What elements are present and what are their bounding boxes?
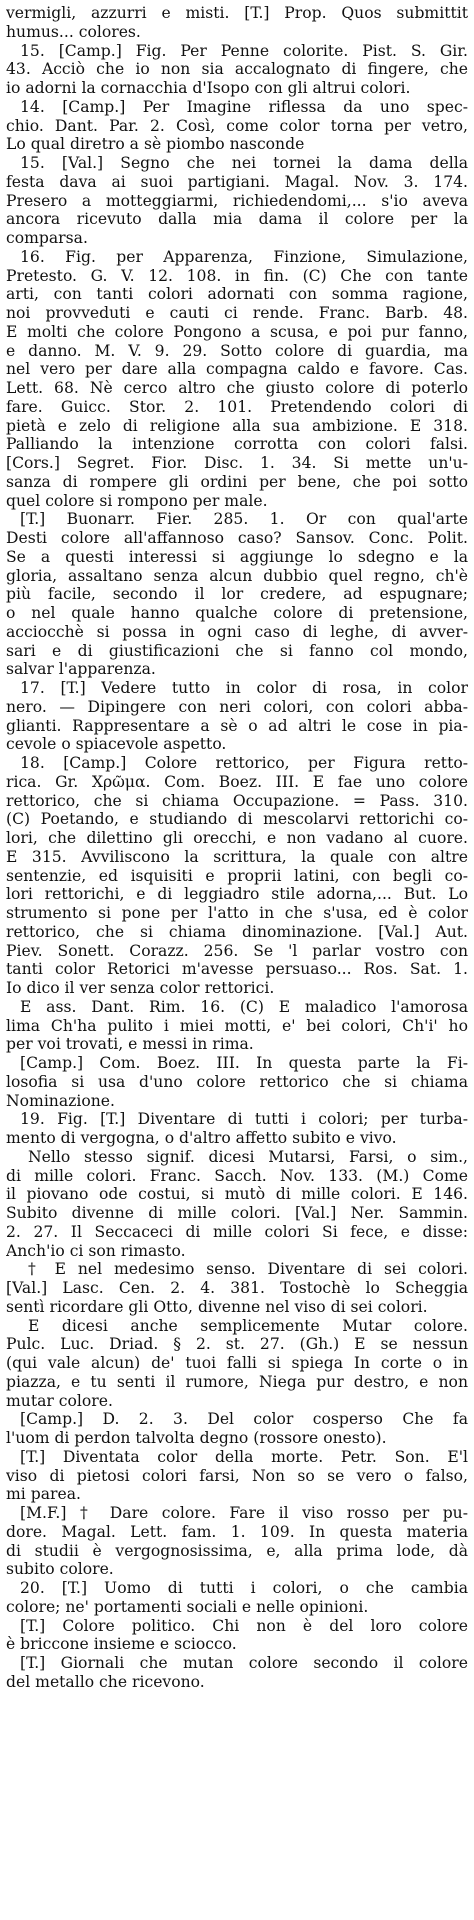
text-line: Nello stesso signif. dicesi Mutarsi, Farsi, o sim., xyxy=(28,1147,468,1166)
text-line: 15. [Val.] Segno che nei tornei la dama della xyxy=(20,154,468,172)
text-line: Presero a motteggiarmi, richiedendomi,... s'io aveva xyxy=(6,191,468,210)
text-line: il piovano ode costui, si mutò di mille colori. E 146. xyxy=(6,1185,468,1204)
text-line: Piev. Sonett. Corazz. 256. Se 'l parlar vostro con xyxy=(6,941,468,960)
text-line: nero. — Dipingere con neri colori, con colori abba- xyxy=(6,697,468,716)
text-line: ancora ricevuto dalla mia dama il colore per la xyxy=(6,210,468,229)
text-line: subito colore. xyxy=(6,1560,114,1579)
text-line: [T.] Giornali che mutan colore secondo il colore xyxy=(20,1654,468,1672)
text-line: acciocchè si possa in ogni caso di leghe, di avver- xyxy=(6,622,468,641)
text-line: † E nel medesimo senso. Diventare di sei colori. xyxy=(28,1260,468,1279)
text-line: E 315. Avviliscono la scrittura, la quale con altre xyxy=(6,847,468,866)
text-line: 16. Fig. per Apparenza, Finzione, Simulazione, xyxy=(20,247,468,266)
text-line: lima Ch'ha pulito i miei motti, e' bei colori, Ch'i' ho xyxy=(6,1016,468,1035)
text-line: glianti. Rappresentare a sè o ad altri le cose in pia- xyxy=(6,716,468,735)
text-line: mento di vergogna, o d'altro affetto subito e vivo. xyxy=(6,1129,397,1147)
text-line: (C) Poetando, e studiando di mescolarvi rettorichi co- xyxy=(6,810,468,829)
text-line: [M.F.] † Dare colore. Fare il viso rosso per pu- xyxy=(20,1504,468,1522)
text-line: salvar l'apparenza. xyxy=(6,660,156,679)
text-line: [T.] Diventata color della morte. Petr. Son. E'l xyxy=(20,1447,468,1466)
text-line: E ass. Dant. Rim. 16. (C) E maladico l'amorosa xyxy=(20,997,468,1016)
text-line: [Camp.] Com. Boez. III. In questa parte la Fi- xyxy=(20,1054,468,1072)
text-line: mutar colore. xyxy=(6,1391,113,1410)
text-line: [Cors.] Segret. Fior. Disc. 1. 34. Si mette un'u- xyxy=(6,454,468,472)
text-line: 17. [T.] Vedere tutto in color di rosa, in color xyxy=(20,679,468,697)
text-line: 15. [Camp.] Fig. Per Penne colorite. Pist. S. Gir. xyxy=(20,41,468,60)
text-line: e danno. M. V. 9. 29. Sotto colore di guardia, ma xyxy=(6,341,468,360)
text-line: Lo qual diretro a sè piombo nasconde xyxy=(6,135,305,154)
text-line: [Camp.] D. 2. 3. Del color cosperso Che fa xyxy=(20,1410,468,1429)
text-line: 2. 27. Il Seccaceci di mille colori Si fece, e disse: xyxy=(6,1222,468,1241)
text-line: E molti che colore Pongono a scusa, e poi pur fanno, xyxy=(6,322,468,341)
text-line: piazza, e tu senti il rumore, Niega pur destro, e non xyxy=(6,1372,468,1391)
text-line: dore. Magal. Lett. fam. 1. 109. In questa materia xyxy=(6,1522,468,1541)
text-line: Nominazione. xyxy=(6,1091,115,1110)
text-line: o nel quale hanno qualche colore di pretensione, xyxy=(6,604,468,622)
text-line: [T.] Buonarr. Fier. 285. 1. Or con qual'arte xyxy=(20,510,468,529)
text-line: di mille colori. Franc. Sacch. Nov. 133. (M.) Come xyxy=(6,1166,468,1185)
text-line: losofia si usa d'uno colore rettorico che si chiama xyxy=(6,1072,468,1091)
text-line: l'uom di perdon talvolta degno (rossore onesto). xyxy=(6,1429,387,1447)
text-line: io adorni la cornacchia d'Isopo con gli altrui colori. xyxy=(6,79,411,97)
text-line: rica. Gr. Χρῶμα. Com. Boez. III. E fae uno colore xyxy=(6,772,468,791)
text-line: noi provveduti e cauti ci rende. Franc. Barb. 48. xyxy=(6,304,468,322)
text-line: [T.] Colore politico. Chi non è del loro colore xyxy=(20,1616,468,1635)
text-line: chio. Dant. Par. 2. Così, come color torna per vetro, xyxy=(6,116,468,135)
text-line: Palliando la intenzione corrotta con colori falsi. xyxy=(6,435,468,454)
text-line: più facile, secondo il lor credere, ad espugnare; xyxy=(6,585,468,604)
text-line: rettorico, che si chiama Occupazione. = Pass. 310. xyxy=(6,791,468,810)
text-line: del metallo che ricevono. xyxy=(6,1672,205,1691)
text-line: (qui vale alcun) de' tuoi falli si spiega In corte o in xyxy=(6,1354,468,1372)
text-line: è briccone insieme e sciocco. xyxy=(6,1635,237,1654)
text-line: lori, che dilettino gli orecchi, e non vadano al cuore. xyxy=(6,829,468,847)
text-line: sari e di giustificazioni che si fanno col mondo, xyxy=(6,641,468,660)
text-line: Anch'io ci son rimasto. xyxy=(6,1241,186,1260)
text-line: comparsa. xyxy=(6,229,88,247)
text-line: humus... colores. xyxy=(6,22,141,41)
text-line: lori rettorichi, e di leggiadro stile adorna,... But. Lo xyxy=(6,885,468,904)
text-line: quel colore si rompono per male. xyxy=(6,491,268,510)
text-line: pietà e zelo di religione alla sua ambizione. E 318. xyxy=(6,416,468,435)
text-line: tanti color Retorici m'avesse persuaso... Ros. Sat. 1. xyxy=(6,960,468,979)
text-line: mi parea. xyxy=(6,1485,81,1504)
text-line: rettorico, che si chiama dinominazione. [Val.] Aut. xyxy=(6,922,468,941)
text-line: festa dava ai suoi partigiani. Magal. Nov. 3. 174. xyxy=(6,172,468,191)
text-line: arti, con tanti colori adornati con somma ragione, xyxy=(6,285,468,304)
text-line: nel vero per dare alla compagna caldo e favore. Cas. xyxy=(6,360,468,379)
text-line: vermigli, azzurri e misti. [T.] Prop. Quos submittit xyxy=(6,4,468,22)
text-line: colore; ne' portamenti sociali e nelle opinioni. xyxy=(6,1597,369,1616)
text-line: 20. [T.] Uomo di tutti i colori, o che cambia xyxy=(20,1579,468,1597)
text-line: Lett. 68. Nè cerco altro che giusto colore di poterlo xyxy=(6,379,468,397)
text-line: Io dico il ver senza color rettorici. xyxy=(6,979,275,997)
text-line: strumento si pone per l'atto in che s'usa, ed è color xyxy=(6,904,468,922)
text-line: Subito divenne di mille colori. [Val.] Ner. Sammin. xyxy=(6,1204,468,1222)
text-line: Pretesto. G. V. 12. 108. in fin. (C) Che con tante xyxy=(6,266,468,285)
text-line: cevole o spiacevole aspetto. xyxy=(6,735,227,754)
text-line: gloria, assaltano senza alcun dubbio quel regno, ch'è xyxy=(6,566,468,585)
text-line: 19. Fig. [T.] Diventare di tutti i colori; per turba- xyxy=(20,1110,468,1129)
text-line: 43. Acciò che io non sia accalognato di fingere, che xyxy=(6,60,468,79)
text-line: sentì ricordare gli Otto, divenne nel viso di sei colori. xyxy=(6,1297,428,1316)
text-line: Desti colore all'affannoso caso? Sansov. Conc. Polit. xyxy=(6,529,468,547)
text-line: Se a questi interessi si aggiunge lo sdegno e la xyxy=(6,547,468,566)
text-line: 14. [Camp.] Per Imagine riflessa da uno spec- xyxy=(20,97,468,116)
text-line: fare. Guicc. Stor. 2. 101. Pretendendo colori di xyxy=(6,397,468,416)
text-line: [Val.] Lasc. Cen. 2. 4. 381. Tostochè lo Scheggia xyxy=(6,1279,468,1297)
text-line: sentenzie, ed isquisiti e proprii latini, con begli co- xyxy=(6,866,468,885)
text-line: Pulc. Luc. Driad. § 2. st. 27. (Gh.) E se nessun xyxy=(6,1335,468,1354)
text-line: per voi trovati, e messi in rima. xyxy=(6,1035,254,1054)
text-line: 18. [Camp.] Colore rettorico, per Figura retto- xyxy=(20,754,468,772)
text-line: viso di pietosi colori farsi, Non so se vero o falso, xyxy=(6,1466,468,1485)
text-line: sanza di rompere gli ordini per bene, che poi sotto xyxy=(6,472,468,491)
text-line: di studii è vergognosissima, e, alla prima lode, dà xyxy=(6,1541,468,1560)
text-line: E dicesi anche semplicemente Mutar colore. xyxy=(28,1316,468,1335)
